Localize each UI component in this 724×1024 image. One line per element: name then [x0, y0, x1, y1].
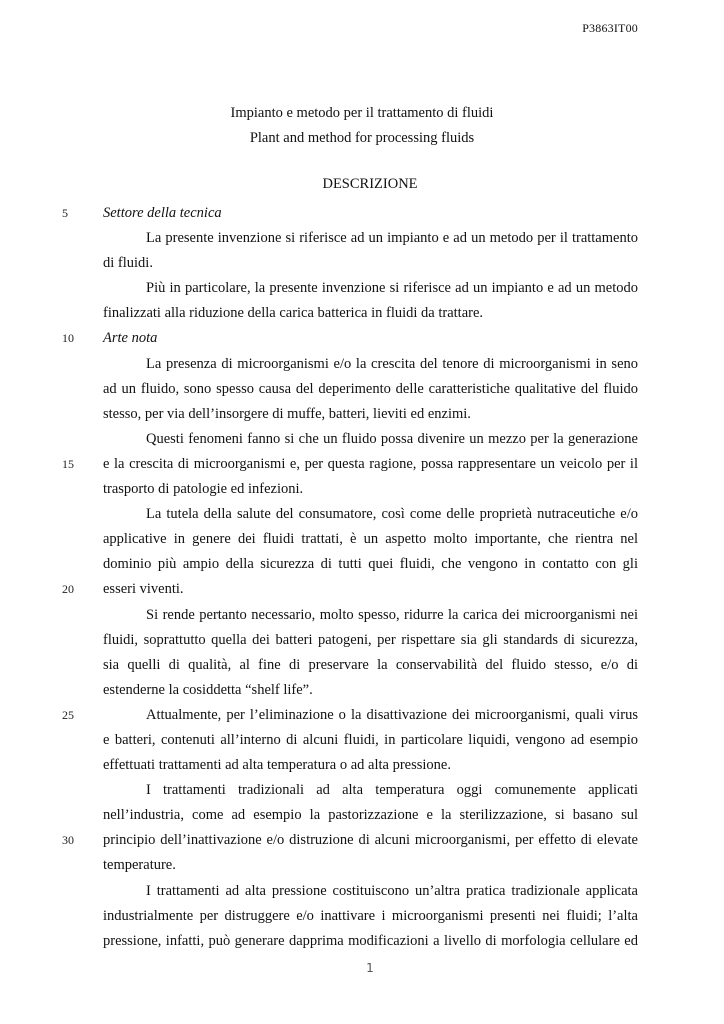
text-line: [103, 929, 638, 954]
section-heading: DESCRIZIONE: [322, 176, 418, 192]
text-line: [103, 377, 638, 402]
text-line: [103, 628, 638, 653]
line-number: 15: [62, 456, 74, 471]
text-line: [103, 653, 638, 678]
line-text: La presente invenzione si riferisce ad un impianto e ad un metodo per il trattamento: [146, 230, 638, 247]
line-text: Attualmente, per l’eliminazione o la disattivazione dei microorganismi, quali virus: [146, 706, 638, 723]
line-text: nell’industria, come ad esempio la pastorizzazione e la sterilizzazione, si basano sul: [103, 807, 638, 824]
text-line: [62, 828, 638, 853]
text-line: [103, 603, 638, 628]
text-line: [103, 803, 638, 828]
text-line: [103, 251, 638, 276]
line-text: stesso, per via dell’insorgere di muffe, batteri, lieviti ed enzimi.: [103, 405, 471, 422]
line-number: 20: [62, 582, 74, 597]
line-text: sia quelli di qualità, al fine di preservare la conservabilità del fluido stesso, e/o di: [103, 656, 638, 673]
line-text: e batteri, contenuti all’interno di alcuni fluidi, in particolare liquidi, vengono ad esempio: [103, 731, 638, 748]
text-line: [103, 402, 638, 427]
line-text: Arte nota: [103, 330, 158, 347]
text-line: [103, 728, 638, 753]
line-text: dominio più ampio della sicurezza di tutti quei fluidi, che vengono in contatto con gli: [103, 556, 638, 573]
line-text: effettuati trattamenti ad alta temperatura o ad alta pressione.: [103, 757, 451, 774]
text-line: [62, 201, 638, 226]
text-line: [103, 853, 638, 878]
text-line: [103, 477, 638, 502]
line-text: trasporto di patologie ed infezioni.: [103, 481, 304, 498]
page-number: 1: [366, 961, 374, 975]
line-text: finalizzati alla riduzione della carica batterica in fluidi da trattare.: [103, 305, 484, 322]
title-block: [0, 101, 724, 151]
line-text: Questi fenomeni fanno si che un fluido possa divenire un mezzo per la generazione: [146, 430, 638, 447]
line-number: 5: [62, 206, 68, 220]
line-text: e la crescita di microorganismi e, per questa ragione, possa rappresentare un veicolo per il: [103, 455, 638, 472]
text-line: [103, 527, 638, 552]
text-line: [62, 452, 638, 477]
text-line: [62, 577, 638, 602]
description-body: [62, 201, 638, 954]
line-text: esseri viventi.: [103, 581, 184, 598]
line-text: Settore della tecnica: [103, 205, 222, 221]
line-number: 25: [62, 707, 74, 722]
text-line: [103, 502, 638, 527]
line-text: principio dell’inattivazione e/o distruzione di alcuni microorganismi, per effetto di elevate: [103, 832, 638, 849]
line-text: temperature.: [103, 857, 176, 874]
text-line: [103, 427, 638, 452]
line-text: di fluidi.: [103, 255, 153, 272]
line-text: La presenza di microorganismi e/o la crescita del tenore di microorganismi in seno: [146, 355, 638, 372]
line-text: applicative in genere dei fluidi trattati, è un aspetto molto importante, che rientra nel: [103, 531, 638, 548]
line-text: industrialmente per distruggere e/o inattivare i microorganismi presenti nei fluidi; l’alta: [103, 907, 638, 924]
title-italian: Impianto e metodo per il trattamento di fluidi: [230, 105, 494, 121]
text-line: [103, 552, 638, 577]
line-text: estenderne la cosiddetta “shelf life”.: [103, 681, 313, 698]
text-line: [103, 904, 638, 929]
text-line: [103, 879, 638, 904]
text-line: [62, 703, 638, 728]
line-text: I trattamenti tradizionali ad alta temperatura oggi comunemente applicati: [146, 782, 638, 799]
line-number: 30: [62, 833, 74, 848]
text-line: [103, 276, 638, 301]
line-text: I trattamenti ad alta pressione costituiscono un’altra pratica tradizionale applicata: [146, 882, 638, 899]
text-line: [103, 226, 638, 251]
line-text: fluidi, soprattutto quella dei batteri patogeni, per rispettare sia gli standards di sicurezza,: [103, 631, 638, 648]
text-line: [62, 326, 638, 351]
line-number: 10: [62, 331, 74, 346]
text-line: [103, 678, 638, 703]
text-line: [103, 778, 638, 803]
line-text: pressione, infatti, può generare dapprima modificazioni a livello di morfologia cellulare ed: [103, 932, 638, 949]
line-text: ad un fluido, sono spesso causa del deperimento delle caratteristiche qualitative del fluido: [103, 380, 638, 397]
line-text: Più in particolare, la presente invenzione si riferisce ad un impianto e ad un metodo: [146, 280, 638, 297]
text-line: [103, 352, 638, 377]
title-english: Plant and method for processing fluids: [249, 130, 475, 146]
line-text: Si rende pertanto necessario, molto spesso, ridurre la carica dei microorganismi nei: [146, 606, 638, 623]
text-line: [103, 301, 638, 326]
document-code: P3863IT00: [582, 21, 638, 35]
text-line: [103, 753, 638, 778]
line-text: La tutela della salute del consumatore, così come delle proprietà nutraceutiche e/o: [146, 506, 638, 523]
